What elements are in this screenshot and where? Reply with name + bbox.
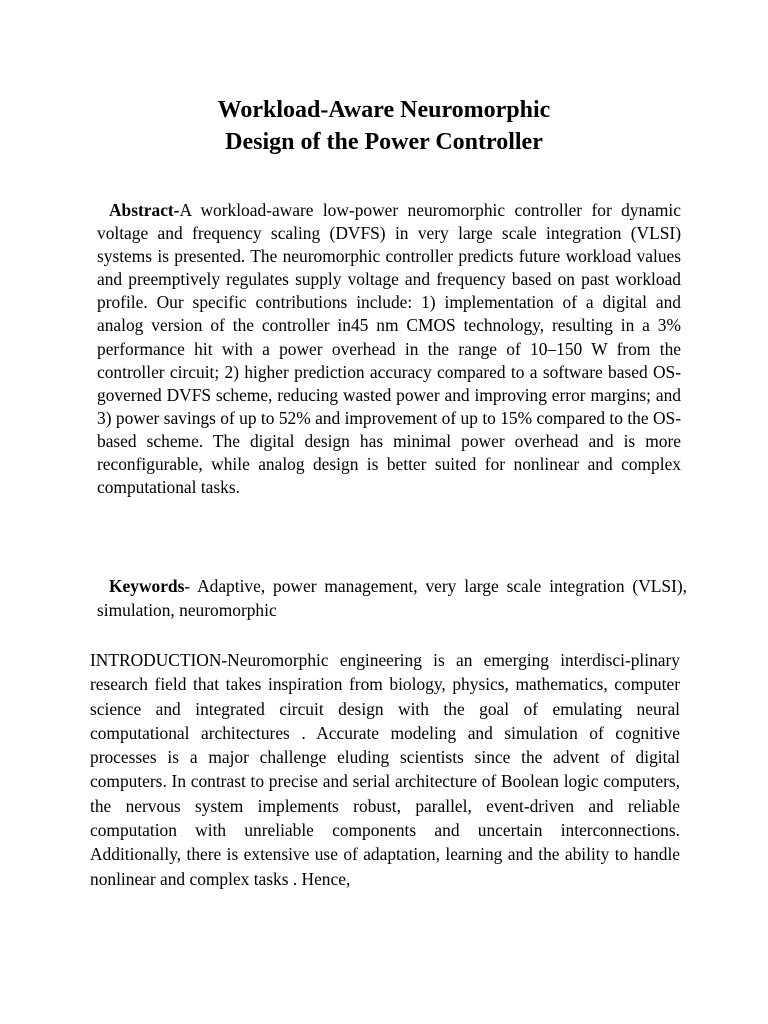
keywords-paragraph — [97, 574, 687, 622]
introduction-paragraph — [90, 648, 680, 891]
paper-title — [0, 94, 768, 158]
abstract-text: A workload-aware low-power neuromorphic controller for dynamic voltage and frequency scaling (DVFS) in very large scale integration (VLSI) systems is presented. The neuromorphic controller predicts future workload values and preemptively regulates supply voltage and frequency based on past workload profile. Our specific contributions include: 1) implementation of a digital and analog version of the controller in45 nm CMOS technology, resulting in a 3% performance hit with a power overhead in the range of 10–150 W from the controller circuit; 2) higher prediction accuracy compared to a software based OS-governed DVFS scheme, reducing wasted power and improving error margins; and 3) power savings of up to 52% and improvement of up to 15% compared to the OS-based scheme. The digital design has minimal power overhead and is more reconfigurable, while analog design is better suited for nonlinear and complex computational tasks. — [97, 200, 681, 498]
introduction-text: INTRODUCTION-Neuromorphic engineering is an emerging interdisci-plinary research field that takes inspiration from biology, physics, mathematics, computer science and integrated circuit design with the goal of emulating neural computational architectures . Accurate modeling and simulation of cognitive processes is a major challenge eluding scientists since the advent of digital computers. In contrast to precise and serial architecture of Boolean logic computers, the nervous system implements robust, parallel, event-driven and reliable computation with unreliable components and uncertain interconnections. Additionally, there is extensive use of adaptation, learning and the ability to handle nonlinear and complex tasks . Hence, — [90, 650, 680, 889]
abstract-label: Abstract- — [109, 200, 180, 220]
keywords-text: - Adaptive, power management, very large scale integration (VLSI), simulation, neuromorphic — [97, 576, 687, 620]
paper-title-line-1: Workload-Aware Neuromorphic — [217, 97, 551, 123]
abstract-paragraph — [97, 199, 681, 499]
keywords-label: Keywords — [109, 576, 185, 596]
paper-title-line-2: Design of the Power Controller — [225, 129, 543, 155]
